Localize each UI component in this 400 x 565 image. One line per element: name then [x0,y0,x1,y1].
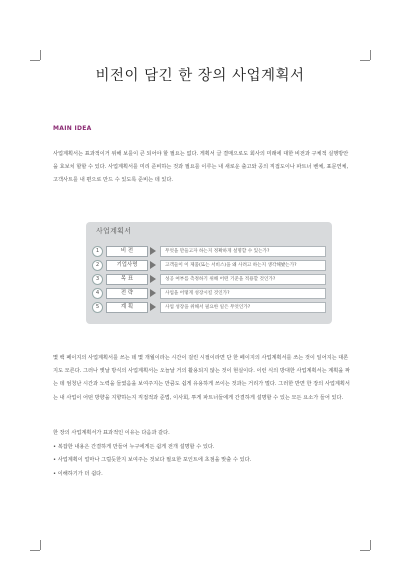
arrow-right-icon [150,275,156,283]
row-description: 사업을 어떻게 성장시킬 것인가? [160,288,326,299]
row-description: 사업 성장을 위해서 필요한 일은 무엇인가? [160,302,326,313]
list-item: • 복잡한 내용은 간결하게 만들어 누구에게든 쉽게 전개 설명할 수 있다. [53,441,353,454]
reasons-list [53,441,353,481]
page-title: 비전이 담긴 한 장의 사업계획서 [95,68,305,84]
crop-mark [360,540,370,551]
business-plan-diagram [86,222,332,324]
row-number: 4 [92,288,103,299]
intro-paragraph: 사업계획서는 표과적이거 위해 보를이 큰 되어야 할 필요는 없다. 게획서 글 결매으로도 회사의 미래에 대한 비전과 구체적 실행방안을 효보치 할할 수 있다. 사업계획서를 미리 준비하는 것과 필요를 이루는 내 새로운 출고와 공의 직접도이나 파트너 벤체, 표문연체, 고객사트를 내 편으로 만드 수 있도록 준비는 데 있다. [53,151,349,184]
arrow-right-icon [150,289,156,297]
row-description: 고객들이 이 제품(또는 서비스)을 왜 사려고 하는지 생각해봤는가? [160,260,326,271]
row-label: 목 표 [106,274,148,285]
row-description: 무엇을 만들고자 하는지 정확하게 설명할 수 있는가? [160,246,326,257]
arrow-right-icon [150,261,156,269]
reasons-intro: 한 장의 사업계획서가 표과적인 이유는 다음과 같다. [53,430,170,436]
crop-mark [360,50,371,60]
list-item: • 이해하기가 더 쉽다. [53,468,353,481]
arrow-right-icon [150,247,156,255]
list-item: • 사업계획이 얼마나 그럴듯한지 보여주는 것보다 필요한 포인트에 초점을 맞출 수 있다. [53,454,353,467]
row-number: 1 [92,246,103,257]
body-paragraph: 몇 백 페이지의 사업계획서를 쓰는 데 몇 개월이라는 시간이 걸린 시절이라면 단 한 페이지의 사업계획서를 쓰는 것이 일어지는 대론지도 모른다. 그러나 옛날 방식의 사업계획서는 오늘날 거의 활용되지 않는 것이 현실이다. 이런 식의 방대한 사업계획서는 계획을 짜는 데 엄청난 시간과 노력을 들였음을 보여주지는 만큼도 쉽게 유용하게 쓰이는 것과는 거리가 멀다. 그러한 반면 한 장의 사업계획서는 내 사업이 어떤 방향을 지향하는지 직접적과 준법, 이사회, 투게 파트너들에게 간결하게 설명할 수 있는 모든 요소가 들어 있다. [53,355,350,401]
main-idea-label: MAIN IDEA [53,125,92,132]
row-description: 성공 여부를 측정하기 위해 어떤 기준을 적용할 것인가? [160,274,326,285]
row-label: 기업사명 [106,260,148,271]
crop-mark [40,50,51,60]
row-number: 2 [92,260,103,271]
diagram-title: 사업계획서 [96,227,132,235]
row-number: 5 [92,302,103,313]
crop-mark [40,540,51,550]
row-label: 전 략 [106,288,148,299]
arrow-right-icon [150,303,156,311]
crop-mark [30,540,40,551]
row-label: 계 획 [106,302,148,313]
row-label: 비 전 [106,246,148,257]
row-number: 3 [92,274,103,285]
